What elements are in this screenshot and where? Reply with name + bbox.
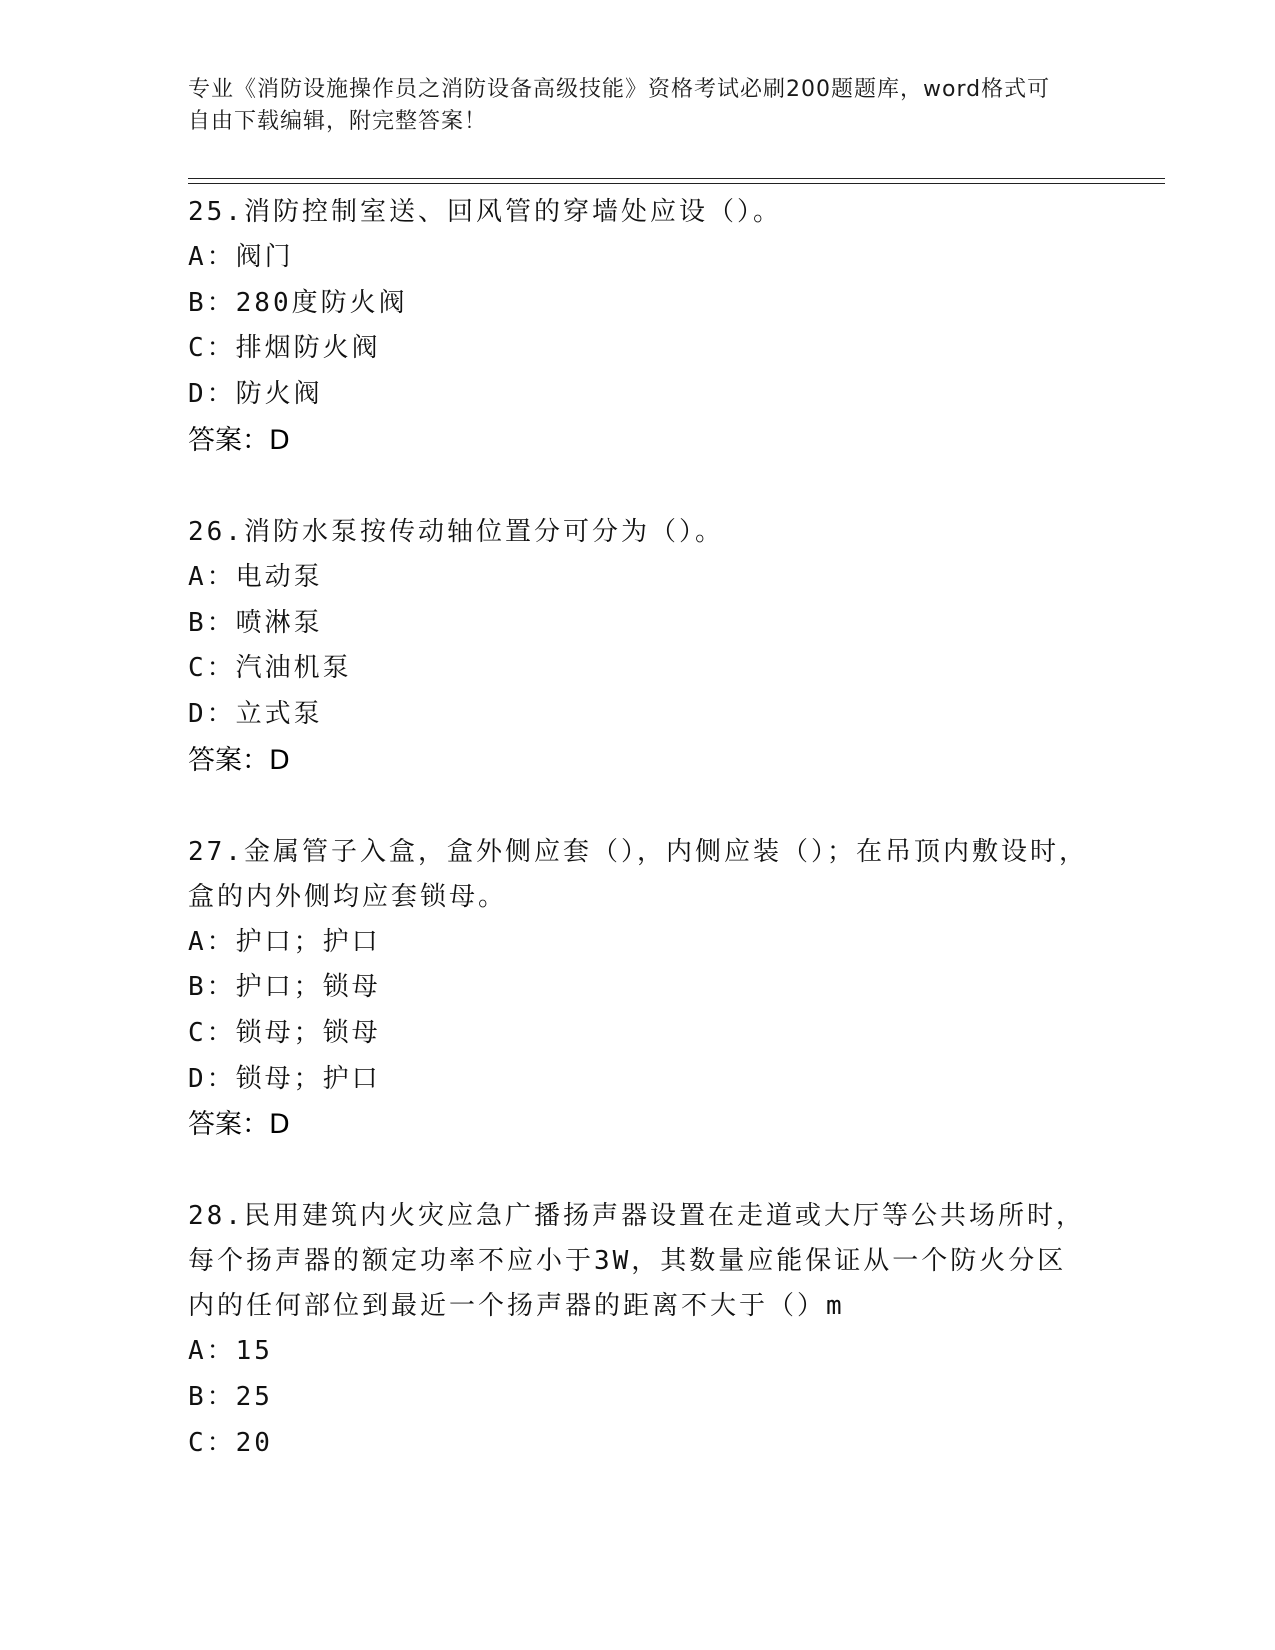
- question-stem: 28.民用建筑内火灾应急广播扬声器设置在走道或大厅等公共场所时，每个扬声器的额定功率不应小于3W，其数量应能保证从一个防火分区内的任何部位到最近一个扬声器的距离不大于（）m: [188, 1201, 1085, 1322]
- option-c: C：锁母；锁母: [188, 1018, 381, 1049]
- option-a: A：15: [188, 1336, 273, 1367]
- header-divider-bottom: [188, 183, 1165, 184]
- question-26: [188, 510, 1088, 784]
- document-header: 专业《消防设施操作员之消防设备高级技能》资格考试必刷200题题库，word格式可自由下载编辑，附完整答案！: [188, 77, 1051, 134]
- option-b: B：25: [188, 1382, 273, 1413]
- question-25: [188, 190, 1088, 464]
- option-c: C：20: [188, 1427, 273, 1458]
- question-stem: 25.消防控制室送、回风管的穿墙处应设（）。: [188, 197, 782, 227]
- option-c: C：排烟防火阀: [188, 333, 381, 364]
- option-b: B：护口；锁母: [188, 972, 381, 1003]
- option-c: C：汽油机泵: [188, 653, 352, 684]
- option-b: B：280度防火阀: [188, 287, 408, 318]
- question-stem: 26.消防水泵按传动轴位置分可分为（）。: [188, 516, 724, 547]
- question-28: [188, 1194, 1088, 1466]
- option-a: A：电动泵: [188, 561, 323, 592]
- answer-line: 答案：D: [188, 744, 290, 776]
- option-b: B：喷淋泵: [188, 607, 323, 638]
- question-list: [188, 190, 1088, 1467]
- answer-line: 答案：D: [188, 424, 290, 456]
- question-stem: 27.金属管子入盒，盒外侧应套（），内侧应装（）；在吊顶内敷设时，盒的内外侧均应套锁母。: [188, 836, 1088, 912]
- header-divider-top: [188, 178, 1165, 179]
- option-a: A：阀门: [188, 242, 294, 272]
- question-27: [188, 830, 1088, 1149]
- answer-line: 答案：D: [188, 1109, 290, 1141]
- option-d: D：防火阀: [188, 379, 323, 410]
- option-d: D：锁母；护口: [188, 1063, 381, 1094]
- option-d: D：立式泵: [188, 698, 323, 729]
- option-a: A：护口；护口: [188, 926, 381, 957]
